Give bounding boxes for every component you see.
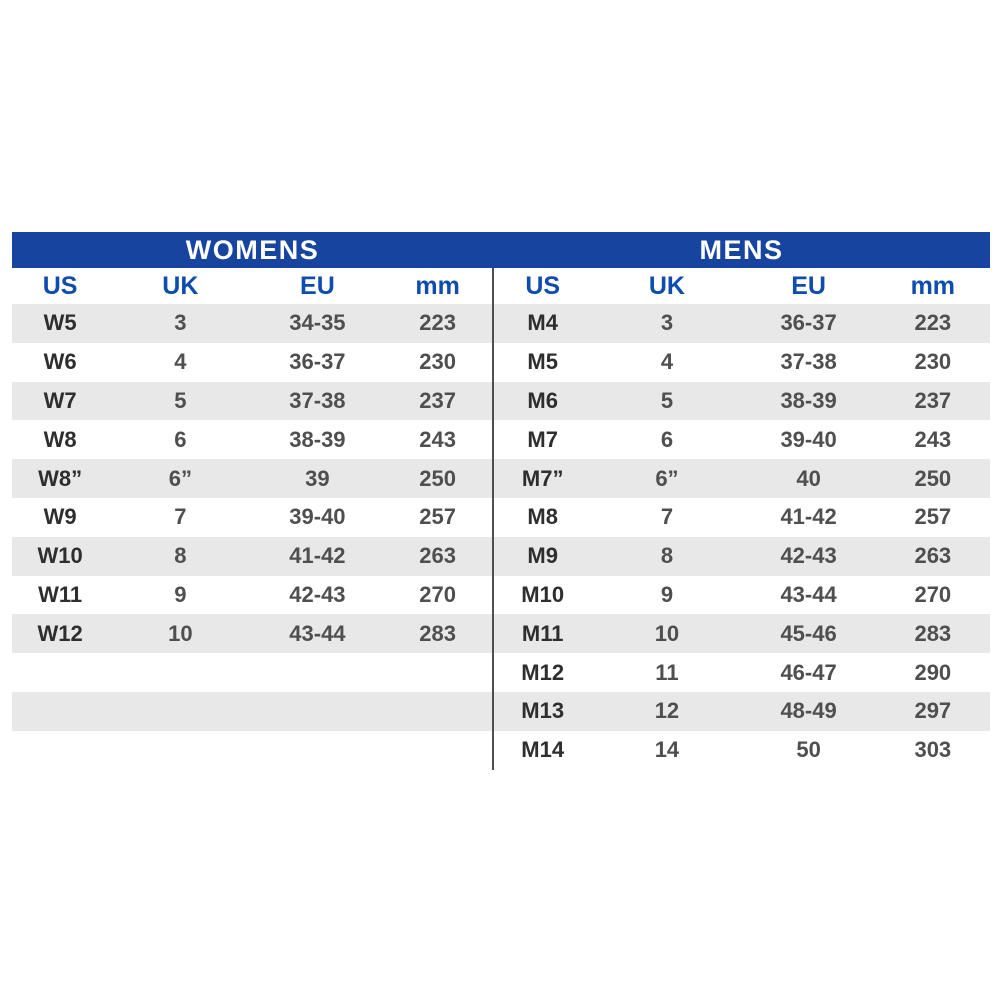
womens-row-cells (12, 498, 493, 537)
mens-row-cells (493, 731, 990, 770)
cell-uk: 9 (660, 581, 674, 607)
table-row (12, 653, 990, 692)
cell-mm: 223 (914, 310, 952, 336)
mens-row-cells (493, 576, 990, 615)
mens-column-header-uk: UK (648, 271, 685, 300)
mens-row-cells (493, 653, 990, 692)
mens-row-cells (493, 382, 990, 421)
cell-us: M12 (521, 659, 565, 685)
size-chart (12, 232, 990, 770)
cell-uk: 8 (660, 543, 674, 569)
cell-uk: 10 (168, 620, 193, 646)
table-row (12, 537, 990, 576)
table-row (12, 731, 990, 770)
cell-mm: 230 (419, 349, 457, 375)
womens-row-cells (12, 653, 493, 692)
cell-us: M8 (527, 504, 558, 530)
cell-uk (108, 692, 252, 731)
cell-us: W8” (38, 465, 83, 491)
cell-eu (252, 653, 382, 692)
mens-column-header-eu: EU (791, 271, 826, 300)
table-row (12, 498, 990, 537)
womens-row-cells (12, 614, 493, 653)
cell-us: W9 (43, 504, 77, 530)
cell-mm: 223 (419, 310, 457, 336)
cell-uk: 7 (174, 504, 187, 530)
cell-eu: 34-35 (289, 310, 346, 336)
cell-us: W11 (38, 581, 83, 607)
womens-row-cells (12, 576, 493, 615)
cell-us (12, 731, 108, 770)
mens-row-cells (493, 537, 990, 576)
cell-eu: 45-46 (780, 620, 837, 646)
mens-column-header-us: US (525, 271, 561, 300)
cell-uk: 4 (174, 349, 187, 375)
cell-mm: 290 (914, 659, 952, 685)
table-row (12, 614, 990, 653)
cell-eu: 37-38 (289, 387, 346, 413)
cell-mm: 283 (419, 620, 457, 646)
womens-row-cells (12, 537, 493, 576)
cell-uk: 14 (654, 737, 680, 763)
cell-eu: 41-42 (289, 543, 346, 569)
table-row (12, 420, 990, 459)
cell-us: W5 (43, 310, 77, 336)
cell-uk: 6” (168, 465, 192, 491)
womens-row-cells (12, 382, 493, 421)
mens-column-headers (493, 268, 990, 304)
table-row (12, 459, 990, 498)
womens-column-header-uk: UK (162, 271, 199, 300)
cell-mm: 250 (914, 465, 952, 491)
cell-eu: 39 (305, 465, 330, 491)
womens-row-cells (12, 304, 493, 343)
womens-row-cells (12, 420, 493, 459)
column-header-row (12, 268, 990, 304)
table-divider-line (492, 268, 494, 770)
cell-mm (382, 653, 493, 692)
cell-eu: 42-43 (289, 581, 346, 607)
cell-mm: 230 (914, 349, 952, 375)
cell-eu: 43-44 (780, 581, 837, 607)
cell-eu: 39-40 (780, 426, 837, 452)
cell-uk: 3 (660, 310, 674, 336)
cell-mm: 263 (914, 543, 952, 569)
cell-us: W7 (43, 387, 77, 413)
cell-us: M13 (521, 698, 565, 724)
womens-row-cells (12, 343, 493, 382)
cell-mm: 257 (914, 504, 952, 530)
cell-uk: 6 (174, 426, 187, 452)
cell-uk: 5 (660, 387, 674, 413)
womens-column-header-us: US (42, 271, 78, 300)
mens-row-cells (493, 459, 990, 498)
womens-row-cells (12, 692, 493, 731)
cell-uk: 6” (655, 465, 679, 491)
cell-us (12, 692, 108, 731)
size-chart-rows (12, 304, 990, 770)
mens-row-cells (493, 498, 990, 537)
cell-eu: 38-39 (780, 387, 837, 413)
cell-eu: 48-49 (780, 698, 837, 724)
cell-mm (382, 692, 493, 731)
table-row (12, 692, 990, 731)
cell-us: M5 (527, 349, 558, 375)
cell-us: W10 (37, 543, 83, 569)
cell-mm: 237 (419, 387, 457, 413)
cell-us: W8 (43, 426, 77, 452)
mens-row-cells (493, 692, 990, 731)
cell-uk: 12 (654, 698, 680, 724)
cell-eu: 50 (796, 737, 821, 763)
cell-eu: 43-44 (289, 620, 346, 646)
cell-mm: 243 (914, 426, 952, 452)
mens-row-cells (493, 614, 990, 653)
cell-us: M9 (527, 543, 558, 569)
cell-us: M7 (527, 426, 558, 452)
cell-eu: 36-37 (289, 349, 346, 375)
cell-us: M7” (521, 465, 564, 491)
mens-column-header-mm: mm (910, 271, 956, 300)
cell-mm: 283 (914, 620, 952, 646)
cell-eu (252, 692, 382, 731)
womens-row-cells (12, 731, 493, 770)
size-chart-title-bar (12, 232, 990, 268)
womens-table-title: WOMENS (185, 234, 320, 265)
cell-mm: 270 (914, 581, 952, 607)
cell-us: W6 (43, 349, 77, 375)
cell-mm: 270 (419, 581, 457, 607)
cell-us: M10 (521, 581, 565, 607)
mens-row-cells (493, 420, 990, 459)
cell-eu (252, 731, 382, 770)
cell-us: M4 (527, 310, 558, 336)
cell-mm: 297 (914, 698, 952, 724)
cell-eu: 41-42 (780, 504, 837, 530)
cell-uk: 7 (660, 504, 674, 530)
cell-eu: 46-47 (780, 659, 837, 685)
cell-eu: 42-43 (780, 543, 837, 569)
table-row (12, 304, 990, 343)
cell-us (12, 653, 108, 692)
cell-us: M14 (521, 737, 565, 763)
womens-column-header-eu: EU (300, 271, 335, 300)
cell-eu: 37-38 (780, 349, 837, 375)
cell-eu: 36-37 (780, 310, 837, 336)
cell-mm: 237 (914, 387, 952, 413)
womens-column-headers (12, 268, 493, 304)
cell-uk (108, 653, 252, 692)
cell-mm: 257 (419, 504, 457, 530)
table-row (12, 343, 990, 382)
table-row (12, 382, 990, 421)
cell-us: M6 (527, 387, 558, 413)
cell-eu: 40 (796, 465, 821, 491)
cell-uk: 8 (174, 543, 187, 569)
cell-uk: 5 (174, 387, 187, 413)
cell-mm: 243 (419, 426, 457, 452)
cell-uk: 11 (655, 659, 679, 685)
cell-uk: 4 (660, 349, 674, 375)
cell-uk: 9 (174, 581, 187, 607)
cell-mm: 250 (419, 465, 457, 491)
mens-table-title: MENS (699, 234, 784, 265)
womens-column-header-mm: mm (415, 271, 460, 300)
womens-row-cells (12, 459, 493, 498)
table-row (12, 576, 990, 615)
cell-us: M11 (521, 620, 564, 646)
cell-uk: 3 (174, 310, 187, 336)
cell-uk (108, 731, 252, 770)
cell-eu: 39-40 (289, 504, 346, 530)
cell-eu: 38-39 (289, 426, 346, 452)
cell-mm: 263 (419, 543, 457, 569)
cell-mm (382, 731, 493, 770)
cell-mm: 303 (914, 737, 952, 763)
cell-uk: 6 (660, 426, 674, 452)
mens-row-cells (493, 343, 990, 382)
mens-row-cells (493, 304, 990, 343)
cell-uk: 10 (654, 620, 680, 646)
cell-us: W12 (37, 620, 83, 646)
